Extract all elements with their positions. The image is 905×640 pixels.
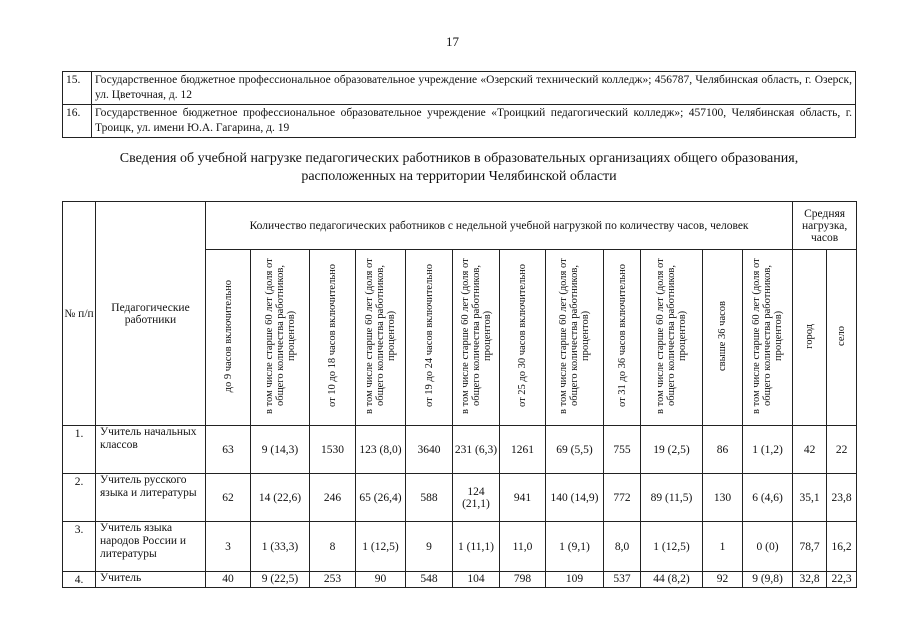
value-cell: 246 xyxy=(310,474,356,522)
value-cell: 19 (2,5) xyxy=(641,426,703,474)
workload-group-header: Количество педагогических работников с недельной учебной нагрузкой по количеству часов, человек xyxy=(206,202,793,250)
column-header: от 10 до 18 часов включительно xyxy=(310,250,356,426)
value-cell: 9 (9,8) xyxy=(743,572,793,588)
value-cell: 253 xyxy=(310,572,356,588)
row-number: 1. xyxy=(63,426,96,474)
value-cell: 89 (11,5) xyxy=(641,474,703,522)
value-cell: 941 xyxy=(500,474,546,522)
column-header: в том числе старше 60 лет (доля от общего количества работников, процентов) xyxy=(743,250,793,426)
value-cell: 1 xyxy=(703,522,743,572)
value-cell: 23,8 xyxy=(827,474,857,522)
value-cell: 9 xyxy=(406,522,453,572)
role-cell: Учитель начальных классов xyxy=(96,426,206,474)
column-header: свыше 36 часов xyxy=(703,250,743,426)
value-cell: 62 xyxy=(206,474,251,522)
value-cell: 548 xyxy=(406,572,453,588)
value-cell: 42 xyxy=(793,426,827,474)
table-row xyxy=(63,474,857,522)
table-row xyxy=(63,522,857,572)
value-cell: 90 xyxy=(356,572,406,588)
value-cell: 35,1 xyxy=(793,474,827,522)
value-cell: 588 xyxy=(406,474,453,522)
value-cell: 78,7 xyxy=(793,522,827,572)
value-cell: 140 (14,9) xyxy=(546,474,604,522)
value-cell: 44 (8,2) xyxy=(641,572,703,588)
value-cell: 537 xyxy=(604,572,641,588)
value-cell: 40 xyxy=(206,572,251,588)
value-cell: 123 (8,0) xyxy=(356,426,406,474)
column-header: от 19 до 24 часов включительно xyxy=(406,250,453,426)
value-cell: 8 xyxy=(310,522,356,572)
value-cell: 32,8 xyxy=(793,572,827,588)
table-row xyxy=(63,572,857,588)
page-number: 17 xyxy=(446,34,459,49)
value-cell: 124 (21,1) xyxy=(453,474,500,522)
institution-text: Государственное бюджетное профессиональное образовательное учреждение «Озерский технический колледж»; 456787, Челябинская область, г. Озерск, ул. Цветочная, д. 12 xyxy=(92,72,856,105)
value-cell: 9 (22,5) xyxy=(251,572,310,588)
column-header: от 25 до 30 часов включительно xyxy=(500,250,546,426)
row-number: 3. xyxy=(63,522,96,572)
value-cell: 1 (9,1) xyxy=(546,522,604,572)
value-cell: 22 xyxy=(827,426,857,474)
column-header: в том числе старше 60 лет (доля от общего количества работников, процентов) xyxy=(356,250,406,426)
institution-number: 15. xyxy=(63,72,92,105)
column-header: в том числе старше 60 лет (доля от общего количества работников, процентов) xyxy=(546,250,604,426)
role-cell: Учитель языка народов России и литературы xyxy=(96,522,206,572)
column-header: в том числе старше 60 лет (доля от общего количества работников, процентов) xyxy=(453,250,500,426)
value-cell: 755 xyxy=(604,426,641,474)
workload-table xyxy=(62,201,857,588)
section-heading xyxy=(62,150,856,186)
value-cell: 1 (12,5) xyxy=(356,522,406,572)
institution-text: Государственное бюджетное профессиональное образовательное учреждение «Троицкий педагогический колледж»; 457100, Челябинская область, г. Троицк, ул. имени Ю.А. Гагарина, д. 19 xyxy=(92,105,856,138)
role-header: Педагогические работники xyxy=(96,202,206,426)
table-row xyxy=(63,72,856,105)
value-cell: 92 xyxy=(703,572,743,588)
value-cell: 1 (33,3) xyxy=(251,522,310,572)
value-cell: 65 (26,4) xyxy=(356,474,406,522)
value-cell: 1 (12,5) xyxy=(641,522,703,572)
column-header: город xyxy=(793,250,827,426)
value-cell: 1 (11,1) xyxy=(453,522,500,572)
value-cell: 104 xyxy=(453,572,500,588)
value-cell: 6 (4,6) xyxy=(743,474,793,522)
heading-line: Сведения об учебной нагрузке педагогических работников в образовательных организациях общего образования, xyxy=(119,151,799,166)
average-load-header: Средняя нагрузка, часов xyxy=(793,202,857,250)
column-header: в том числе старше 60 лет (доля от общего количества работников, процентов) xyxy=(641,250,703,426)
value-cell: 11,0 xyxy=(500,522,546,572)
table-row xyxy=(63,105,856,138)
value-cell: 109 xyxy=(546,572,604,588)
value-cell: 16,2 xyxy=(827,522,857,572)
value-cell: 86 xyxy=(703,426,743,474)
value-cell: 0 (0) xyxy=(743,522,793,572)
value-cell: 63 xyxy=(206,426,251,474)
value-cell: 798 xyxy=(500,572,546,588)
column-header: до 9 часов включительно xyxy=(206,250,251,426)
column-header: от 31 до 36 часов включительно xyxy=(604,250,641,426)
column-header: село xyxy=(827,250,857,426)
table-row xyxy=(63,426,857,474)
value-cell: 3640 xyxy=(406,426,453,474)
value-cell: 8,0 xyxy=(604,522,641,572)
value-cell: 1530 xyxy=(310,426,356,474)
role-cell: Учитель xyxy=(96,572,206,588)
value-cell: 231 (6,3) xyxy=(453,426,500,474)
role-cell: Учитель русского языка и литературы xyxy=(96,474,206,522)
value-cell: 14 (22,6) xyxy=(251,474,310,522)
column-header: в том числе старше 60 лет (доля от общего количества работников, процентов) xyxy=(251,250,310,426)
value-cell: 69 (5,5) xyxy=(546,426,604,474)
institution-number: 16. xyxy=(63,105,92,138)
number-header: № п/п xyxy=(63,202,96,426)
value-cell: 9 (14,3) xyxy=(251,426,310,474)
row-number: 4. xyxy=(63,572,96,588)
header-row xyxy=(63,202,857,250)
value-cell: 22,3 xyxy=(827,572,857,588)
value-cell: 772 xyxy=(604,474,641,522)
row-number: 2. xyxy=(63,474,96,522)
value-cell: 1261 xyxy=(500,426,546,474)
value-cell: 3 xyxy=(206,522,251,572)
value-cell: 1 (1,2) xyxy=(743,426,793,474)
institutions-table xyxy=(62,71,856,138)
value-cell: 130 xyxy=(703,474,743,522)
heading-line: расположенных на территории Челябинской области xyxy=(301,169,617,184)
